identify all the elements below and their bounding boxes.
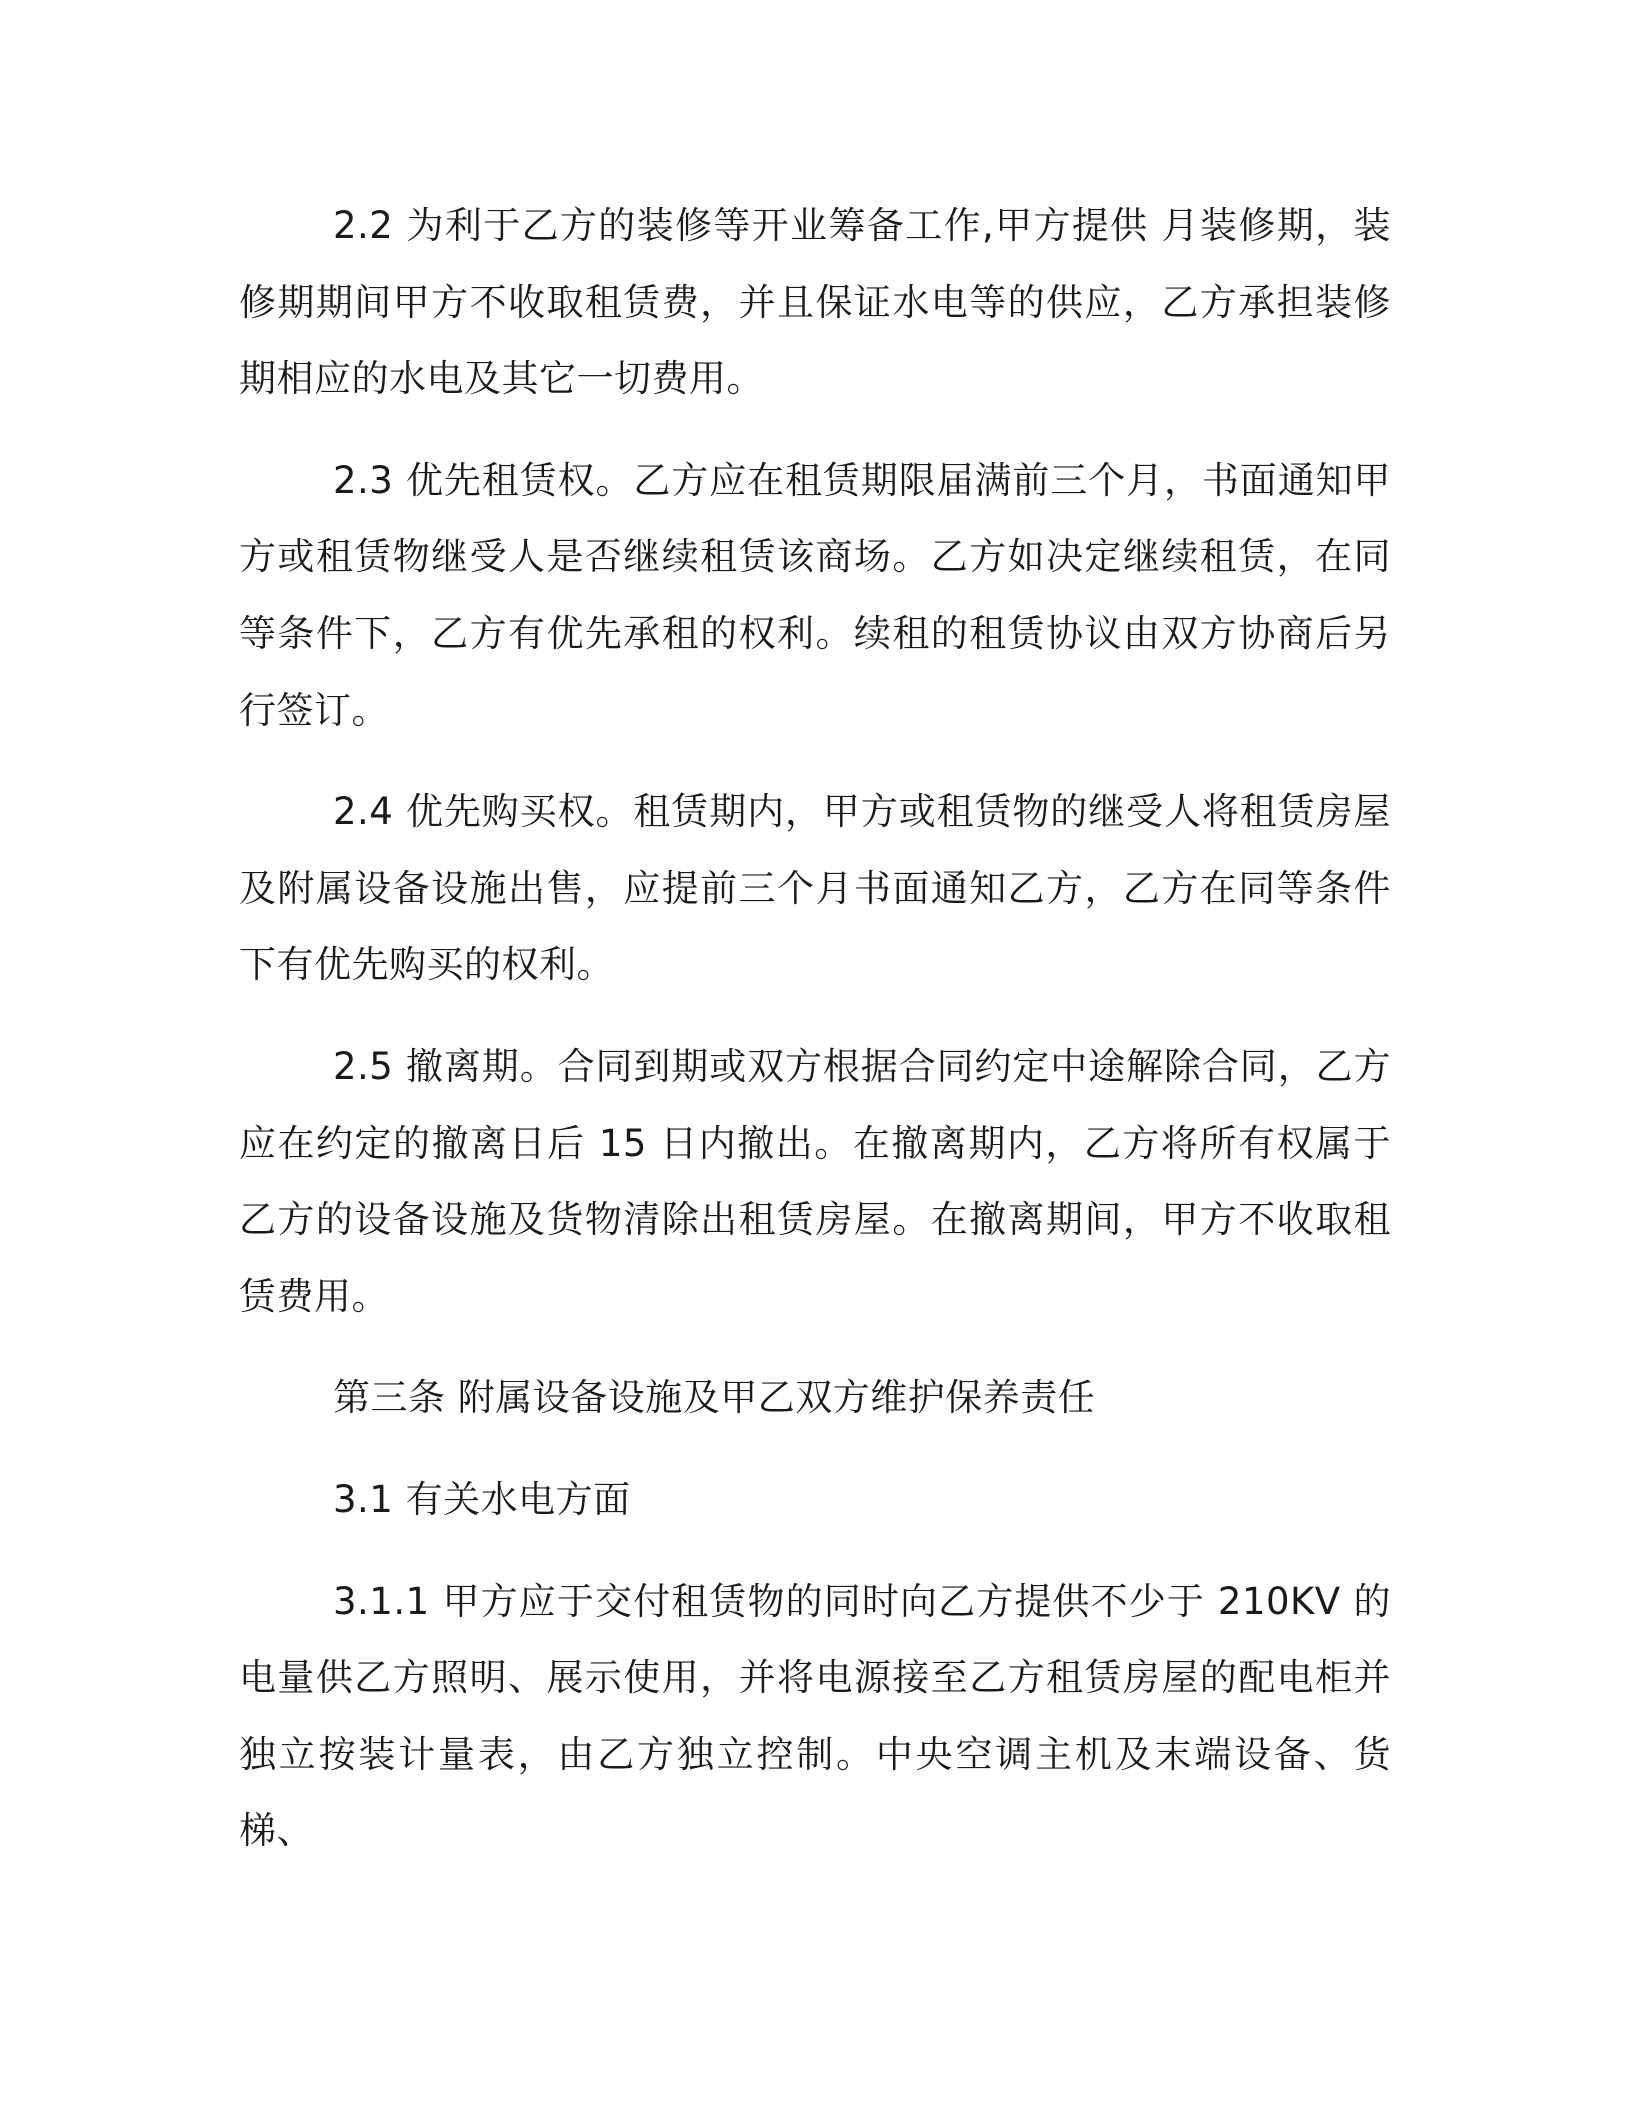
- clause-2-3-paragraph: 2.3 优先租赁权。乙方应在租赁期限届满前三个月，书面通知甲方或租赁物继受人是否继续租赁该商场。乙方如决定继续租赁，在同等条件下，乙方有优先承租的权利。续租的租赁协议由双方协商后另行签订。: [239, 458, 1391, 732]
- article-3-heading: 第三条 附属设备设施及甲乙双方维护保养责任: [333, 1376, 1096, 1420]
- clause-2-2-paragraph: 2.2 为利于乙方的装修等开业筹备工作,甲方提供 月装修期，装修期期间甲方不收取租赁费，并且保证水电等的供应，乙方承担装修期相应的水电及其它一切费用。: [239, 204, 1391, 401]
- clause-2-5-paragraph: 2.5 撤离期。合同到期或双方根据合同约定中途解除合同，乙方应在约定的撤离日后 15 日内撤出。在撤离期内，乙方将所有权属于乙方的设备设施及货物清除出租赁房屋。在撤离期间，甲方不收取租赁费用。: [239, 1044, 1391, 1318]
- clause-2-4-paragraph: 2.4 优先购买权。租赁期内，甲方或租赁物的继受人将租赁房屋及附属设备设施出售，应提前三个月书面通知乙方，乙方在同等条件下有优先购买的权利。: [239, 790, 1391, 987]
- clause-3-1-1-paragraph: 3.1.1 甲方应于交付租赁物的同时向乙方提供不少于 210KV 的电量供乙方照明、展示使用，并将电源接至乙方租赁房屋的配电柜并独立按装计量表，由乙方独立控制。中央空调主机及末端设备、货梯、: [239, 1579, 1391, 1853]
- clause-3-1-heading: 3.1 有关水电方面: [333, 1477, 631, 1521]
- document-page: [239, 188, 1391, 1895]
